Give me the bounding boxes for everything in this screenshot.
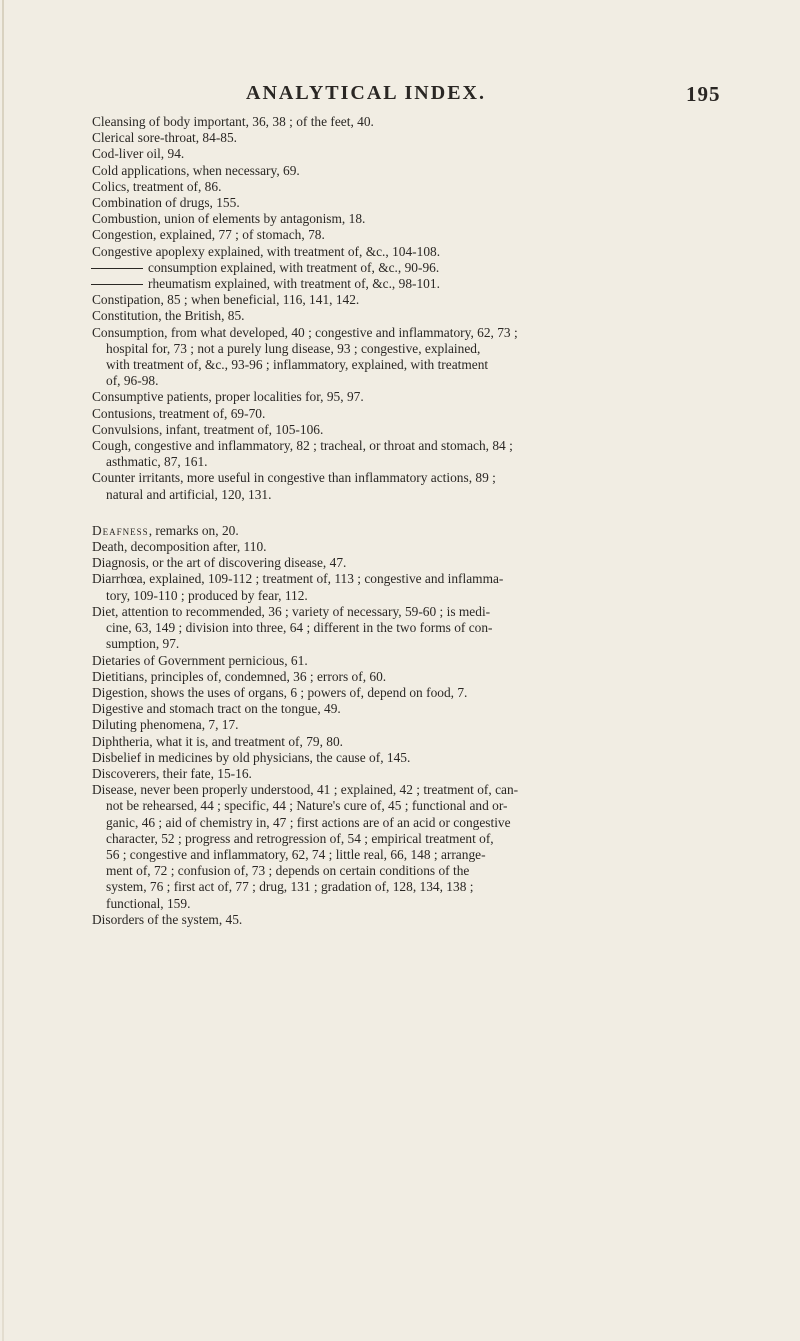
index-entry: Cold applications, when necessary, 69. [92, 162, 300, 178]
entry-text: , remarks on, 20. [148, 522, 239, 538]
index-entry: Diarrhœa, explained, 109-112 ; treatment of, 113 ; congestive and inflamma- [92, 571, 504, 587]
sub-entry-text: consumption explained, with treatment of, &c., 90-96. [148, 259, 440, 275]
sub-entry-text: rheumatism explained, with treatment of, &c., 98-101. [148, 276, 440, 292]
index-entry: Diphtheria, what it is, and treatment of, 79, 80. [92, 733, 344, 749]
index-entry-continuation: ment of, 72 ; confusion of, 73 ; depends on certain conditions of the [106, 863, 470, 879]
index-entry: Clerical sore-throat, 84-85. [92, 130, 238, 146]
index-entry: Combination of drugs, 155. [92, 195, 240, 211]
index-entry: Constipation, 85 ; when beneficial, 116, 141, 142. [92, 292, 360, 308]
index-entry-continuation: asthmatic, 87, 161. [106, 454, 208, 470]
index-entry: Dietaries of Government pernicious, 61. [92, 652, 308, 668]
running-title: ANALYTICAL INDEX. [246, 82, 486, 104]
index-entry: Cough, congestive and inflammatory, 82 ; tracheal, or throat and stomach, 84 ; [92, 438, 513, 454]
page-header [0, 82, 800, 112]
index-entry: Disbelief in medicines by old physicians, the cause of, 145. [92, 749, 411, 765]
index-entry: Consumptive patients, proper localities for, 95, 97. [92, 389, 364, 405]
index-entry-continuation: system, 76 ; first act of, 77 ; drug, 131 ; gradation of, 128, 134, 138 ; [106, 879, 474, 895]
entry-keyword: Deafness [92, 522, 149, 538]
index-entry: Diagnosis, or the art of discovering disease, 47. [92, 555, 347, 571]
index-entry [92, 523, 730, 539]
index-entry: Colics, treatment of, 86. [92, 178, 222, 194]
index-entry: Death, decomposition after, 110. [92, 539, 267, 555]
index-sub-entry [148, 260, 800, 276]
index-entry-continuation: with treatment of, &c., 93-96 ; inflammatory, explained, with treatment [106, 357, 489, 373]
index-entry: Cod-liver oil, 94. [92, 146, 185, 162]
index-entry: Discoverers, their fate, 15-16. [92, 765, 252, 781]
index-entry-continuation: hospital for, 73 ; not a purely lung disease, 93 ; congestive, explained, [106, 340, 481, 356]
index-entry: Diluting phenomena, 7, 17. [92, 717, 239, 733]
index-entry-continuation: sumption, 97. [106, 636, 180, 652]
index-entry-continuation: functional, 159. [106, 895, 191, 911]
index-entry-continuation: not be rehearsed, 44 ; specific, 44 ; Nature's cure of, 45 ; functional and or- [106, 798, 508, 814]
index-entry: Constitution, the British, 85. [92, 308, 245, 324]
index-entry-continuation: tory, 109-110 ; produced by fear, 112. [106, 587, 308, 603]
section-gap [0, 503, 800, 523]
index-entry: Diet, attention to recommended, 36 ; variety of necessary, 59-60 ; is medi- [92, 603, 491, 619]
index-entry: Consumption, from what developed, 40 ; congestive and inflammatory, 62, 73 ; [92, 324, 518, 340]
ditto-dash [91, 268, 143, 269]
index-entry: Digestive and stomach tract on the tongue, 49. [92, 701, 341, 717]
index-entry-continuation: 56 ; congestive and inflammatory, 62, 74 ; little real, 66, 148 ; arrange- [106, 846, 486, 862]
index-sub-entry [148, 276, 800, 292]
index-entry-continuation: natural and artificial, 120, 131. [106, 486, 272, 502]
index-entry: Congestion, explained, 77 ; of stomach, 78. [92, 227, 325, 243]
index-entry-continuation: cine, 63, 149 ; division into three, 64 ; different in the two forms of con- [106, 620, 493, 636]
index-entry-continuation: of, 96-98. [106, 373, 159, 389]
analytical-index [0, 114, 800, 928]
index-entry: Disorders of the system, 45. [92, 911, 243, 927]
index-entry-continuation: ganic, 46 ; aid of chemistry in, 47 ; first actions are of an acid or congestive [106, 814, 511, 830]
index-entry: Congestive apoplexy explained, with treatment of, &c., 104-108. [92, 243, 441, 259]
index-entry: Disease, never been properly understood, 41 ; explained, 42 ; treatment of, can- [92, 782, 519, 798]
index-entry: Dietitians, principles of, condemned, 36 ; errors of, 60. [92, 668, 387, 684]
index-entry: Cleansing of body important, 36, 38 ; of the feet, 40. [92, 114, 374, 129]
index-entry: Convulsions, infant, treatment of, 105-106. [92, 421, 324, 437]
page-number: 195 [686, 82, 721, 106]
index-entry: Counter irritants, more useful in congestive than inflammatory actions, 89 ; [92, 470, 496, 486]
index-entry: Combustion, union of elements by antagonism, 18. [92, 211, 366, 227]
ditto-dash [91, 284, 143, 285]
index-entry-continuation: character, 52 ; progress and retrogression of, 54 ; empirical treatment of, [106, 830, 494, 846]
index-entry: Contusions, treatment of, 69-70. [92, 405, 266, 421]
index-entry: Digestion, shows the uses of organs, 6 ; powers of, depend on food, 7. [92, 684, 468, 700]
